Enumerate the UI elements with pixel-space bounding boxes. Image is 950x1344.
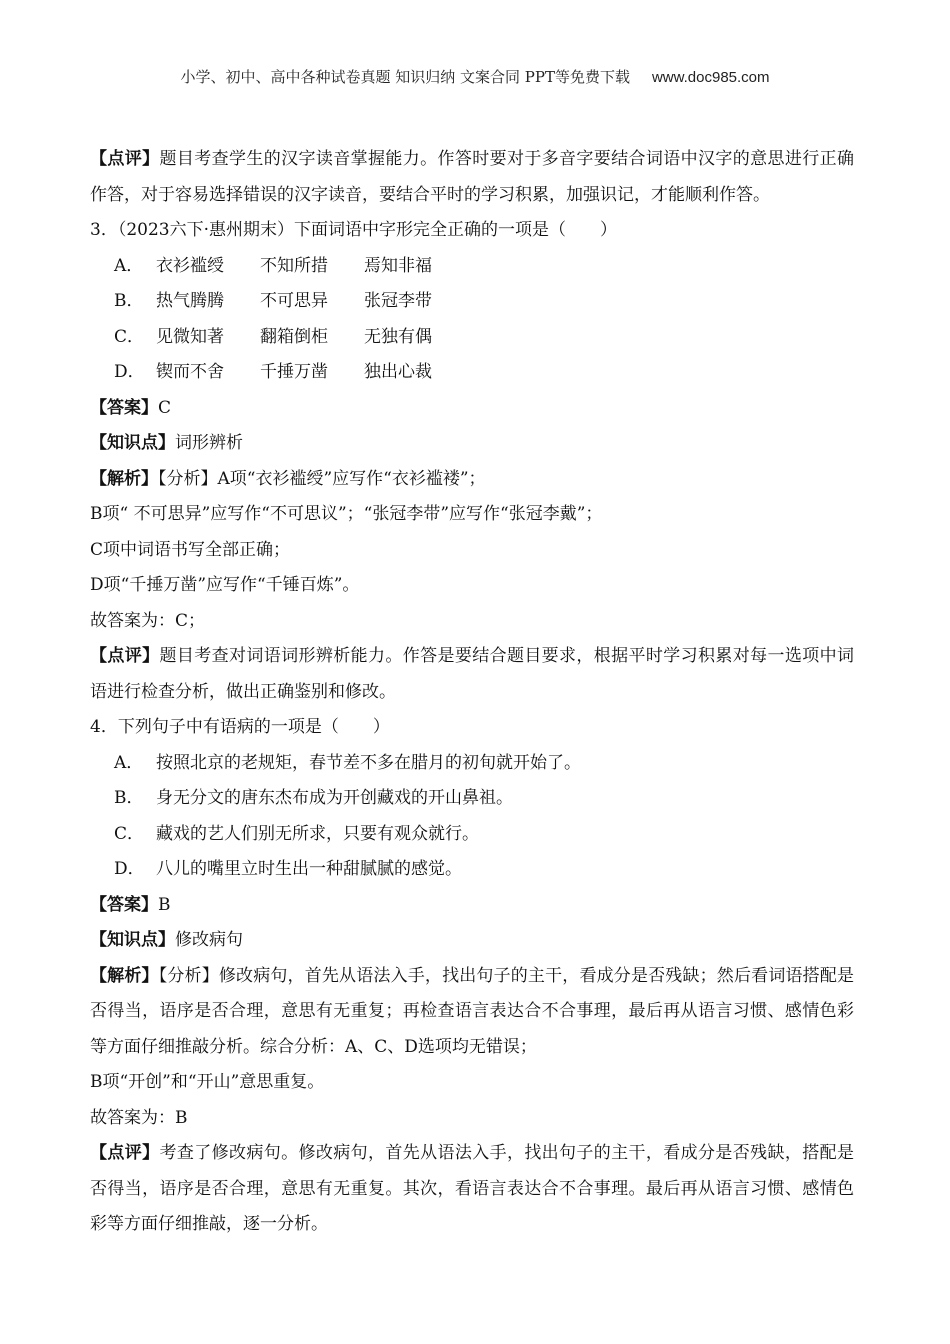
q3-answer-summary: 故答案为：C； xyxy=(90,610,206,631)
q3-analysis-line: C项中词语书写全部正确； xyxy=(90,539,291,560)
comment-tag: 【点评】 xyxy=(90,149,160,169)
header-text: 小学、初中、高中各种试卷真题 知识归纳 文案合同 PPT等免费下载 xyxy=(180,68,630,86)
page-header xyxy=(0,66,950,87)
q3-answer: 【答案】C xyxy=(90,397,172,418)
q4-option-c: C． 藏戏的艺人们别无所求，只要有观众就行。 xyxy=(114,823,479,844)
q3-analysis: 【解析】【分析】A项“衣衫褴绶”应写作“衣衫褴褛”； xyxy=(90,468,486,489)
q3-knowledge: 【知识点】词形辨析 xyxy=(90,433,243,453)
q4-knowledge: 【知识点】修改病句 xyxy=(90,930,243,950)
q4-option-d: D． 八儿的嘴里立时生出一种甜腻腻的感觉。 xyxy=(114,859,462,879)
q3-option-c: C． 见微知著 翻箱倒柜 无独有偶 xyxy=(114,326,432,347)
q4-analysis: 【解析】【分析】修改病句，首先从语法入手，找出句子的主干，看成分是否残缺；然后看词语搭配是否得当，语序是否合理，意思有无重复；再检查语言表达合不合事理，最后再从语言习惯、感情色彩等方面仔细推敲分析。综合分析：A、C、D选项均无错误； xyxy=(90,965,855,1057)
q3-analysis-line: B项“ 不可思异”应写作“不可思议”；“张冠李带”应写作“张冠李戴”； xyxy=(90,504,603,524)
q3-stem: 3．（2023六下·惠州期末）下面词语中字形完全正确的一项是（ ） xyxy=(90,220,617,240)
document-body xyxy=(90,142,854,1243)
q4-comment: 【点评】考查了修改病句。修改病句，首先从语法入手，找出句子的主干，看成分是否残缺，搭配是否得当，语序是否合理，意思有无重复。其次，看语言表达合不合事理。最后再从语言习惯、感情色彩等方面仔细推敲，逐一分析。 xyxy=(90,1143,855,1234)
header-site: www.doc985.com xyxy=(651,69,770,86)
q2-comment: 【点评】题目考查学生的汉字读音掌握能力。作答时要对于多音字要结合词语中汉字的意思进行正确作答，对于容易选择错误的汉字读音，要结合平时的学习积累，加强识记，才能顺利作答。 xyxy=(90,149,855,205)
q4-answer-summary: 故答案为：B xyxy=(90,1107,188,1128)
q3-comment: 【点评】题目考查对词语词形辨析能力。作答是要结合题目要求，根据平时学习积累对每一选项中词语进行检查分析，做出正确鉴别和修改。 xyxy=(90,646,855,702)
q4-option-a: A． 按照北京的老规矩，春节差不多在腊月的初旬就开始了。 xyxy=(114,752,581,773)
q3-analysis-line: D项“千捶万凿”应写作“千锤百炼”。 xyxy=(90,575,360,595)
q4-answer: 【答案】B xyxy=(90,894,171,915)
q4-analysis-line: B项“开创”和“开山”意思重复。 xyxy=(90,1072,325,1092)
q3-option-b: B． 热气腾腾 不可思异 张冠李带 xyxy=(114,291,432,311)
q4-stem: 4．下列句子中有语病的一项是（ ） xyxy=(90,717,390,737)
q3-option-d: D． 锲而不舍 千捶万凿 独出心裁 xyxy=(114,362,432,382)
q3-option-a: A． 衣衫褴绶 不知所措 焉知非福 xyxy=(114,255,432,276)
q4-option-b: B． 身无分文的唐东杰布成为开创藏戏的开山鼻祖。 xyxy=(114,788,513,808)
